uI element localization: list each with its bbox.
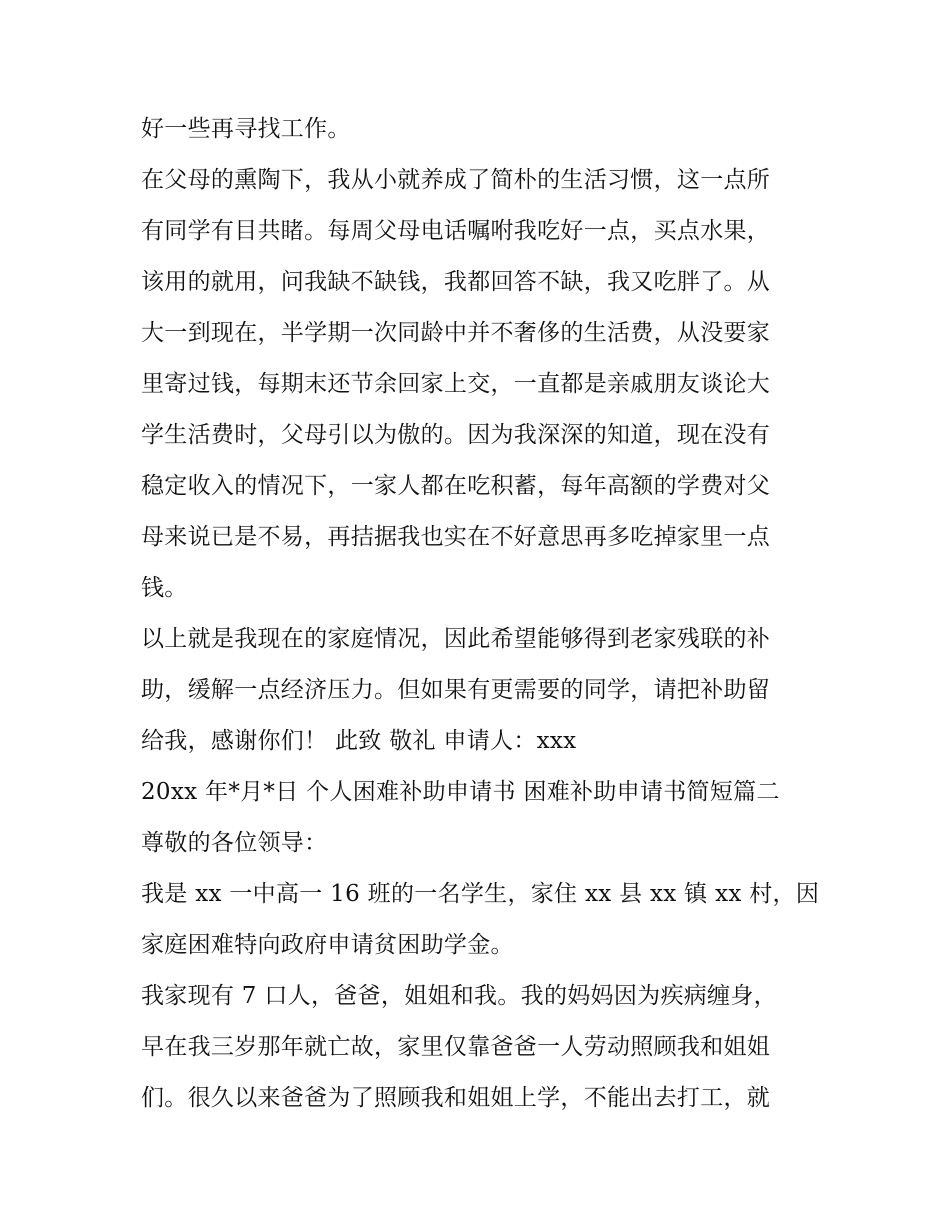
text-line: 我家现有 7 口人，爸爸，姐姐和我。我的妈妈因为疾病缠身， <box>141 983 777 1009</box>
text-line: 稳定收入的情况下，一家人都在吃积蓄，每年高额的学费对父 <box>141 473 771 499</box>
text-line: 钱。 <box>141 575 188 601</box>
text-line: 好一些再寻找工作。 <box>141 116 351 142</box>
text-line: 早在我三岁那年就亡故，家里仅靠爸爸一人劳动照顾我和姐姐 <box>141 1034 771 1060</box>
text-line: 20xx 年*月*日 个人困难补助申请书 困难补助申请书简短篇二 <box>141 779 780 805</box>
text-line: 家庭困难特向政府申请贫困助学金。 <box>141 932 514 958</box>
text-line: 们。很久以来爸爸为了照顾我和姐姐上学，不能出去打工，就 <box>141 1085 771 1111</box>
document-body <box>141 104 821 1124</box>
text-line: 里寄过钱，每期末还节余回家上交，一直都是亲戚朋友谈论大 <box>141 371 771 397</box>
text-line: 我是 xx 一中高一 16 班的一名学生，家住 xx 县 xx 镇 xx 村，因 <box>141 881 820 907</box>
text-line: 在父母的熏陶下，我从小就养成了简朴的生活习惯，这一点所 <box>141 167 771 193</box>
text-line: 大一到现在，半学期一次同龄中并不奢侈的生活费，从没要家 <box>141 320 771 346</box>
text-line: 母来说已是不易，再拮据我也实在不好意思再多吃掉家里一点 <box>141 524 771 550</box>
text-line: 以上就是我现在的家庭情况，因此希望能够得到老家残联的补 <box>141 626 771 652</box>
text-line: 有同学有目共睹。每周父母电话嘱咐我吃好一点，买点水果， <box>141 218 771 244</box>
text-line: 尊敬的各位领导： <box>141 830 328 856</box>
text-line: 给我，感谢你们！ 此致 敬礼 申请人：xxx <box>141 728 577 754</box>
text-line: 学生活费时，父母引以为傲的。因为我深深的知道，现在没有 <box>141 422 771 448</box>
text-line: 助，缓解一点经济压力。但如果有更需要的同学，请把补助留 <box>141 677 771 703</box>
text-line: 该用的就用，问我缺不缺钱，我都回答不缺，我又吃胖了。从 <box>141 269 771 295</box>
